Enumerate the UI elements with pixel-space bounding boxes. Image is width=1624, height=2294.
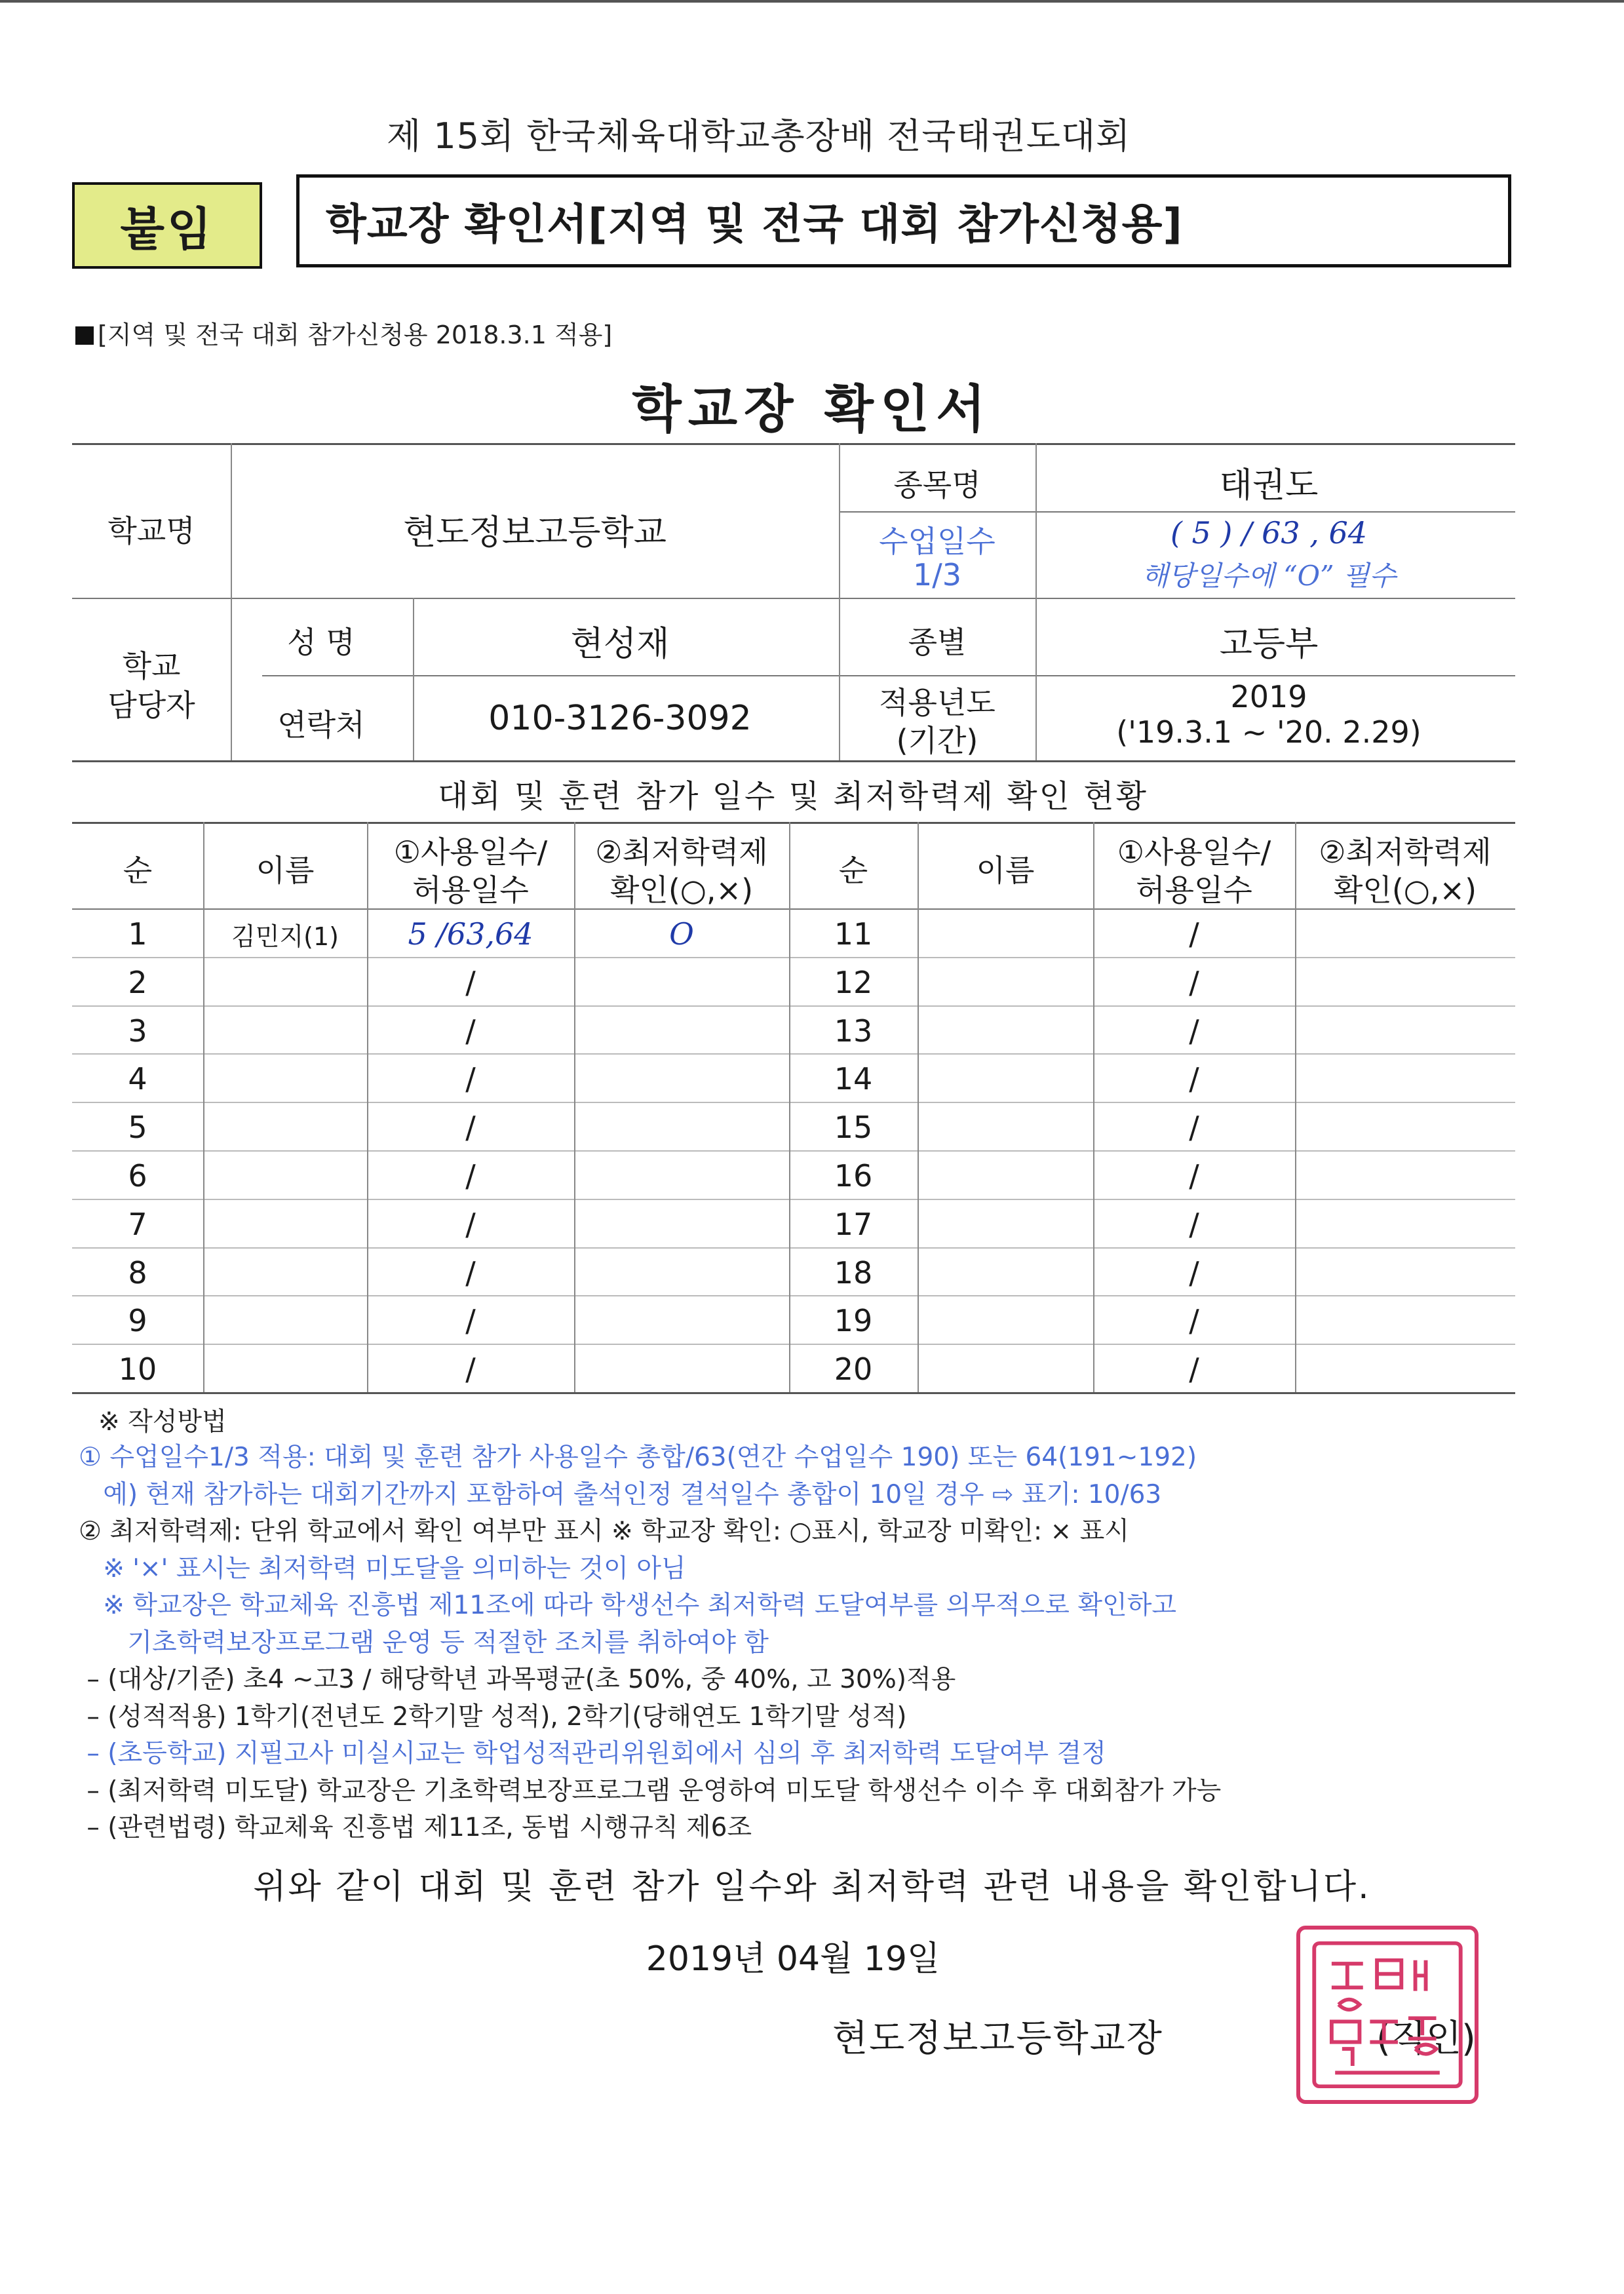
col-header-check-mark: 확인(○,×) [609,872,754,908]
table-row-divider [72,957,1515,958]
row-days-used: / [465,1254,476,1291]
row-days-used: / [1189,1254,1199,1291]
row-days-used: 5 /63,64 [408,916,533,952]
category-label: 종별 [908,625,967,660]
method-line: – (관련법령) 학교체육 진흥법 제11조, 동법 시행규칙 제6조 [79,1813,752,1842]
table-col-divider [203,822,204,1392]
status-title: 대회 및 훈련 참가 일수 및 최저학력제 확인 현황 [437,778,1149,815]
row-min-academic-check: O [669,916,694,952]
row-days-used: / [1189,1013,1199,1049]
col-header-no: 순 [123,853,153,888]
row-days-used: / [1189,1351,1199,1388]
table-col-divider [1295,822,1296,1392]
attachment-tag: 붙임 [72,182,262,269]
table-top-border [72,822,1515,824]
row-number: 20 [834,1351,873,1388]
method-line: – (초등학교) 지필고사 미실시교는 학업성적관리위원회에서 심의 후 최저학력 도달여부 결정 [79,1739,1106,1768]
table-row-divider [72,1150,1515,1152]
row-number: 4 [128,1061,147,1097]
table-col-divider [789,822,790,1392]
table-row-divider [72,1005,1515,1007]
scan-top-edge [0,0,1624,3]
row-number: 19 [834,1303,873,1339]
col-header-days-allowed: 허용일수 [1136,872,1252,908]
table-col-divider [918,822,919,1392]
manager-name-value: 현성재 [570,625,670,664]
applicability-note-text: [지역 및 전국 대회 참가신청용 2018.3.1 적용] [98,321,613,349]
table-row-divider [72,1344,1515,1345]
apply-year-value: 2019 [1230,679,1307,714]
info-row-divider [262,675,1515,676]
school-name-value: 현도정보고등학교 [403,513,667,553]
row-days-used: / [1189,1158,1199,1194]
apply-period-value: ('19.3.1 ~ '20. 2.29) [1116,714,1421,750]
class-days-hint: 해당일수에 “O” 필수 [1141,560,1397,592]
info-top-border [72,443,1515,445]
table-col-divider [367,822,368,1392]
col-header-check-mark: 확인(○,×) [1333,872,1477,908]
info-row-divider [72,598,1515,599]
table-row-divider [72,1102,1515,1103]
info-col-divider [231,443,232,760]
row-days-used: / [465,1351,476,1388]
class-days-label: 수업일수 [879,524,996,559]
method-line: – (대상/기준) 초4 ~고3 / 해당학년 과목평균(초 50%, 중 40%, 고 30%)적용 [79,1665,956,1694]
row-days-used: / [1189,916,1199,952]
row-number: 13 [834,1013,873,1049]
method-line: ※ '×' 표시는 최저학력 미도달을 의미하는 것이 아님 [79,1553,686,1584]
table-row-divider [72,1247,1515,1249]
table-row-divider [72,1392,1515,1394]
row-days-used: / [465,964,476,1000]
method-line: ② 최저학력제: 단위 학교에서 확인 여부만 표시 ※ 학교장 확인: ○표시, 학교장 미확인: × 표시 [79,1517,1129,1546]
row-number: 17 [834,1206,873,1242]
manager-label-2: 담당자 [107,688,195,723]
method-line: ① 수업일수1/3 적용: 대회 및 훈련 참가 사용일수 총합/63(연간 수업일수 190) 또는 64(191~192) [79,1443,1197,1472]
row-days-used: / [465,1110,476,1146]
name-label: 성 명 [287,625,355,660]
row-number: 10 [118,1351,157,1388]
row-number: 15 [834,1110,873,1146]
row-number: 8 [128,1254,147,1291]
row-days-used: / [1189,964,1199,1000]
row-number: 6 [128,1158,147,1194]
row-number: 1 [128,916,147,952]
col-header-days: ①사용일수/ [1117,834,1271,870]
col-header-name: 이름 [256,853,315,888]
contact-value: 010-3126-3092 [488,699,752,738]
principal-name: 현도정보고등학교장 [832,2017,1163,2060]
row-student-name: 김민지(1) [231,922,339,951]
row-days-used: / [1189,1206,1199,1242]
row-number: 14 [834,1061,873,1097]
col-header-days: ①사용일수/ [393,834,548,870]
table-row-divider [72,1053,1515,1055]
table-col-divider [574,822,575,1392]
contact-label: 연락처 [277,707,365,743]
method-line: ※ 학교장은 학교체육 진흥법 제11조에 따라 학생선수 최저학력 도달여부를 의무적으로 확인하고 [79,1591,1177,1620]
official-seal-stamp [1296,1926,1479,2104]
row-number: 3 [128,1013,147,1049]
class-days-value: ( 5 ) / 63 , 64 [1170,515,1368,551]
row-number: 9 [128,1303,147,1339]
col-header-check: ②최저학력제 [595,834,768,870]
info-col-divider [413,598,414,760]
row-number: 16 [834,1158,873,1194]
row-number: 5 [128,1110,147,1146]
table-row-divider [72,1295,1515,1296]
table-header-divider [72,908,1515,910]
row-number: 12 [834,964,873,1000]
seal-label: (직인) [1376,2017,1476,2060]
school-name-label: 학교명 [107,513,195,549]
row-days-used: / [1189,1110,1199,1146]
row-days-used: / [465,1206,476,1242]
form-title-box: 학교장 확인서[지역 및 전국 대회 참가신청용] [296,174,1511,267]
row-number: 7 [128,1206,147,1242]
row-number: 18 [834,1254,873,1291]
sport-value: 태권도 [1219,466,1319,505]
apply-period-label: (기간) [896,723,978,758]
method-line: – (최저학력 미도달) 학교장은 기초학력보장프로그램 운영하여 미도달 학생선수 이수 후 대회참가 가능 [79,1776,1222,1806]
row-days-used: / [465,1158,476,1194]
method-line: 기초학력보장프로그램 운영 등 적절한 조치를 취하여야 함 [79,1627,769,1658]
row-number: 2 [128,964,147,1000]
row-days-used: / [1189,1303,1199,1339]
issue-date: 2019년 04월 19일 [646,1939,940,1979]
col-header-days-allowed: 허용일수 [412,872,529,908]
class-days-fraction: 1/3 [912,557,962,593]
table-row-divider [72,1199,1515,1200]
method-line: – (성적적용) 1학기(전년도 2학기말 성적), 2학기(당해연도 1학기말 성적) [79,1701,907,1732]
applicability-note [75,315,612,351]
info-bottom-border [72,760,1515,762]
method-line: 예) 현재 참가하는 대회기간까지 포함하여 출석인정 결석일수 총합이 10일 경우 ⇨ 표기: 10/63 [79,1479,1162,1509]
row-number: 11 [834,916,873,952]
contest-title: 제 15회 한국체육대학교총장배 전국태권도대회 [387,115,1131,157]
square-bullet-icon [75,326,94,345]
info-col-divider [1035,443,1037,760]
row-days-used: / [1189,1061,1199,1097]
row-days-used: / [465,1303,476,1339]
col-header-name: 이름 [976,853,1035,888]
category-value: 고등부 [1219,625,1319,664]
sport-label: 종목명 [893,467,981,503]
col-header-check: ②최저학력제 [1319,834,1492,870]
confirmation-statement: 위와 같이 대회 및 훈련 참가 일수와 최저학력 관련 내용을 확인합니다. [253,1867,1371,1907]
row-days-used: / [465,1061,476,1097]
info-row-divider [839,511,1515,513]
apply-year-label: 적용년도 [879,685,996,720]
manager-label: 학교 [122,648,181,684]
document-title: 학교장 확인서 [632,380,992,439]
info-col-divider [839,443,840,760]
method-title: ※ 작성방법 [98,1407,227,1437]
col-header-no: 순 [838,853,868,888]
table-col-divider [1093,822,1094,1392]
row-days-used: / [465,1013,476,1049]
